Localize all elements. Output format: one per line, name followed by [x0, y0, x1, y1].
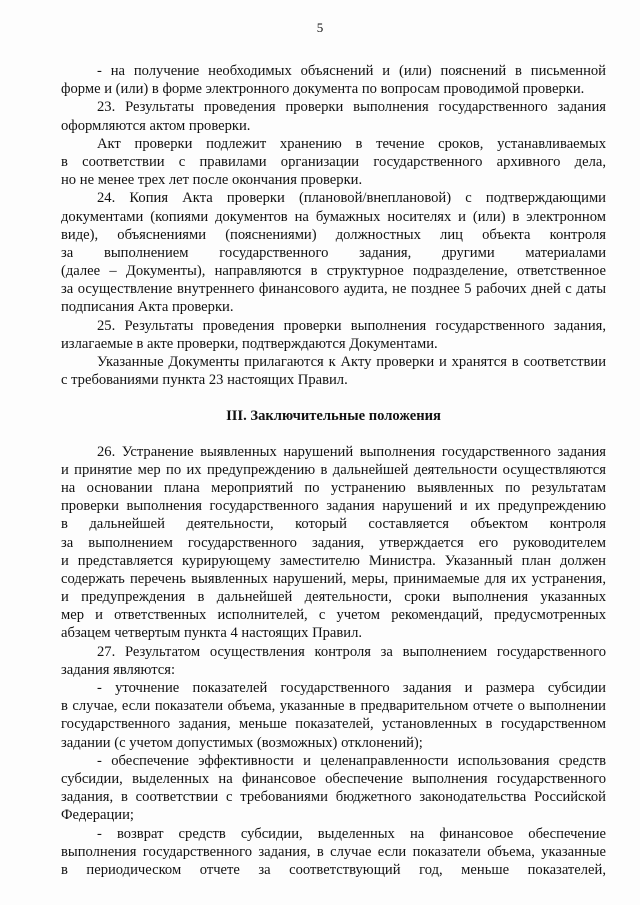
text-line: Федерации;: [61, 807, 134, 824]
text-line: субсидии, выделенных на финансовое обеспечение выполнения государственного: [61, 770, 606, 787]
text-block-after-heading: [61, 443, 606, 880]
text-line: государственного задания, меньше показателей, установленных в государственном: [61, 716, 606, 733]
text-line: Акт проверки подлежит хранению в течение сроков, устанавливаемых: [97, 135, 606, 152]
text-line: 25. Результаты проведения проверки выполнения государственного задания,: [97, 317, 606, 334]
text-block-before-heading: [61, 62, 606, 389]
text-line: но не менее трех лет после окончания проверки.: [61, 172, 363, 189]
text-line: - уточнение показателей государственного задания и размера субсидии: [97, 680, 606, 696]
text-line: задания являются:: [61, 661, 176, 678]
document-body: [61, 62, 606, 879]
text-line: подписания Акта проверки.: [61, 299, 234, 316]
text-line: абзацем четвертым пункта 4 настоящих Правил.: [61, 625, 363, 642]
text-line: и представляется курирующему заместителю Министра. Указанный план должен: [61, 552, 606, 569]
text-line: и принятие мер по их предупреждению в дальнейшей деятельности осуществляются: [61, 461, 606, 478]
text-line: в соответствии с правилами организации государственного архивного дела,: [61, 153, 606, 170]
text-line: 27. Результатом осуществления контроля за выполнением государственного: [97, 643, 606, 660]
text-line: в дальнейшей деятельности, который составляется объектом контроля: [61, 516, 606, 533]
text-line: в периодическом отчете за соответствующий год, меньше показателей,: [61, 861, 606, 878]
text-line: 23. Результаты проведения проверки выполнения государственного задания: [97, 99, 606, 116]
text-line: с требованиями пункта 23 настоящих Правил.: [61, 372, 348, 389]
text-line: оформляются актом проверки.: [61, 117, 251, 134]
text-line: на основании плана мероприятий по устранению выявленных по результатам: [61, 479, 606, 496]
text-line: мер и ответственных исполнителей, с учетом рекомендаций, предусмотренных: [61, 607, 606, 624]
text-line: - обеспечение эффективности и целенаправленности использования средств: [97, 752, 606, 769]
text-line: (далее – Документы), направляются в структурное подразделение, ответственное: [61, 263, 606, 280]
text-line: задании (с учетом допустимых (возможных) отклонений);: [61, 734, 423, 751]
text-line: за выполнением государственного задания, утверждается его руководителем: [61, 534, 606, 551]
text-line: документами (копиями документов на бумажных носителях и (или) в электронном: [61, 208, 606, 225]
page-number: 5: [316, 20, 324, 35]
text-line: - на получение необходимых объяснений и (или) пояснений в письменной: [97, 63, 606, 79]
text-line: 26. Устранение выявленных нарушений выполнения государственного задания: [97, 443, 606, 460]
text-line: Указанные Документы прилагаются к Акту проверки и хранятся в соответствии: [97, 354, 606, 370]
text-line: в случае, если показатели объема, указанные в предварительном отчете о выполнении: [61, 698, 606, 715]
text-line: содержать перечень выявленных нарушений, меры, принимаемые для их устранения,: [61, 570, 606, 587]
text-line: выполнения государственного задания, в случае если показатели объема, указанные: [61, 843, 606, 860]
text-line: форме и (или) в форме электронного документа по вопросам проводимой проверки.: [61, 81, 585, 98]
text-line: за осуществление внутреннего финансового аудита, не позднее 5 рабочих дней с даты: [61, 281, 606, 298]
text-line: проверки выполнения государственного задания нарушений и их предупреждению: [61, 498, 606, 515]
text-line: - возврат средств субсидии, выделенных на финансовое обеспечение: [97, 825, 606, 842]
text-line: задания, в соответствии с требованиями бюджетного законодательства Российской: [61, 789, 606, 806]
text-line: и предупреждения в дальнейшей деятельности, сроки выполнения указанных: [61, 589, 606, 606]
text-line: 24. Копия Акта проверки (плановой/внеплановой) с подтверждающими: [97, 190, 606, 207]
section-heading: III. Заключительные положения: [226, 408, 441, 425]
text-line: излагаемые в акте проверки, подтверждаются Документами.: [61, 335, 438, 352]
text-line: за выполнением государственного задания, другими материалами: [61, 244, 606, 261]
text-line: виде), объяснениями (пояснениями) должностных лиц объекта контроля: [61, 226, 606, 243]
